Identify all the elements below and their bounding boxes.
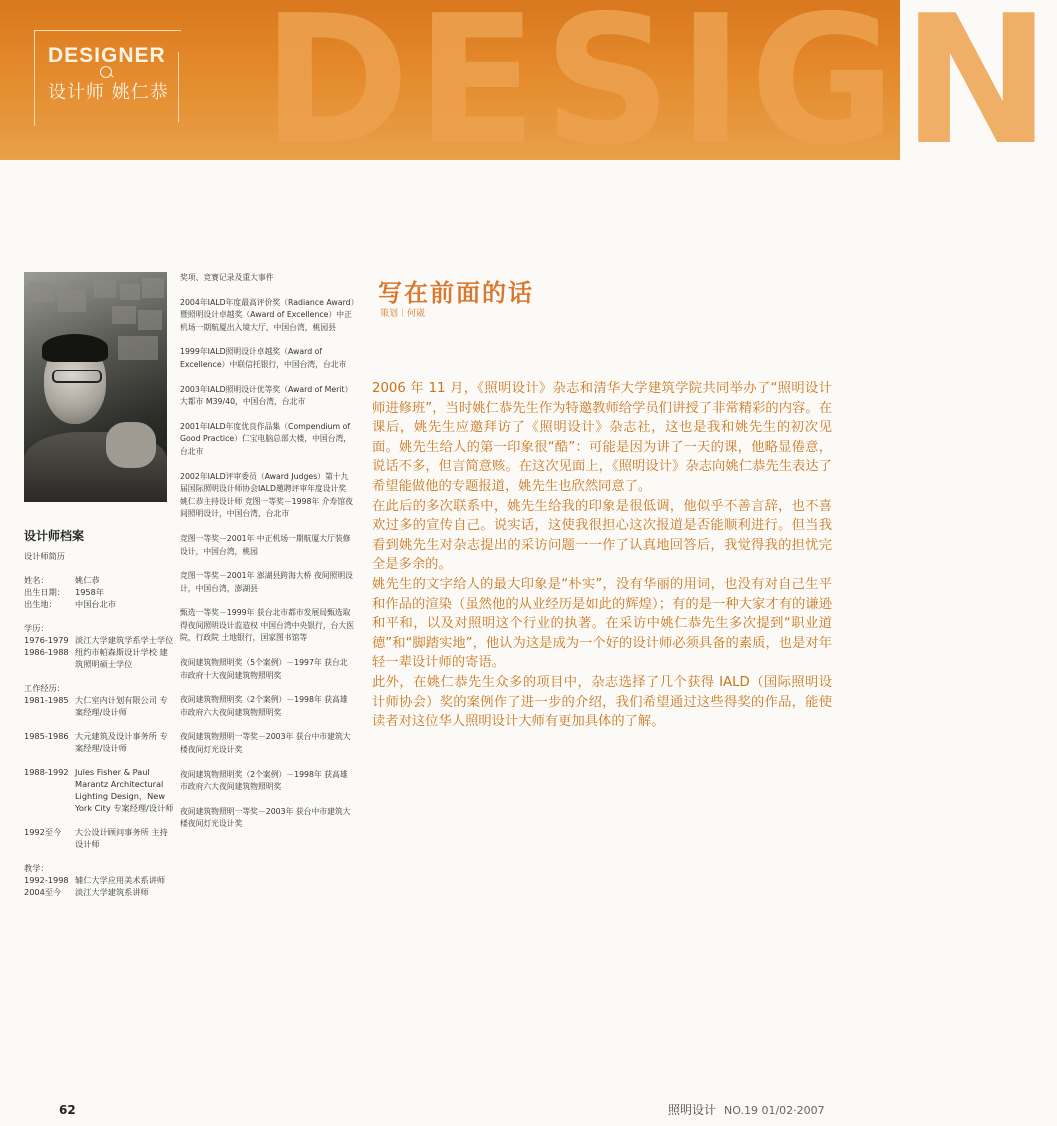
awards-heading: 奖项、竞赛记录及重大事件 <box>180 273 274 282</box>
article-paragraph: 姚先生的文字给人的最大印象是“朴实”，没有华丽的用词，也没有对自己生平和作品的渲染（虽然他的从业经历是如此的辉煌）；有的是一种大家才有的谦逊和平和，以及对照明这个行业的执著。在采访中姚仁恭先生多次提到“职业道德”和“脚踏实地”，他认为这是成为一个好的设计师必须具备的素质，也是对年轻一辈设计师的寄语。 <box>372 576 832 671</box>
article-title: 写在前面的话 <box>378 279 534 307</box>
award-item: 2004年IALD年度最高评价奖（Radiance Award）暨照明设计卓越奖（Award of Excellence）中正机场一期航厦出入境大厅，中国台湾，桃园县 <box>180 297 355 332</box>
teach-row: 1992-1998 辅仁大学应用美术系讲师 <box>24 875 166 885</box>
designer-profile <box>24 530 174 898</box>
footer <box>668 1101 825 1118</box>
award-item: 2001年IALD年度优良作品集（Compendium of Good Practice）仁宝电脑总部大楼，中国台湾，台北市 <box>180 421 352 456</box>
award-item: 夜间建筑物照明奖（2个案例）－1998年 获高雄市政府六大夜间建筑物照明奖 <box>180 769 348 792</box>
article-paragraph: 此外，在姚仁恭先生众多的项目中，杂志选择了几个获得 IALD（国际照明设计师协会）奖的案例作了进一步的介绍，我们希望通过这些得奖的作品，能使读者对这位华人照明设计大师有更加具体的了解。 <box>372 674 832 730</box>
designer-label: DESIGNER <box>48 44 166 67</box>
work-row: 1981-1985 大仁室内计划有限公司 专案经理/设计师 <box>24 695 168 717</box>
teach-label: 教学： <box>24 863 49 873</box>
profile-heading: 设计师档案 <box>24 529 85 543</box>
education-label: 学历： <box>24 623 49 633</box>
teach-row: 2004至今 淡江大学建筑系讲师 <box>24 887 149 897</box>
award-item: 竞图一等奖－2001年 澎湖县跨海大桥 夜间照明设计，中国台湾，澎湖县 <box>180 571 353 593</box>
article-paragraph: 2006 年 11 月，《照明设计》杂志和清华大学建筑学院共同举办了“照明设计师进修班”，当时姚仁恭先生作为特邀教师给学员们讲授了非常精彩的内容。在课后，姚先生应邀拜访了《照明设计》杂志社，这也是我和姚先生的初次见面。姚先生给人的第一印象很“酷”：可能是因为讲了一天的课，他略显倦意，说话不多，但言简意赅。在这次见面上，《照明设计》杂志向姚仁恭先生表达了希望能做他的专题报道，姚先生也欣然同意了。 <box>372 381 832 494</box>
work-row: 1985-1986 大元建筑及设计事务所 专案经理/设计师 <box>24 731 168 753</box>
designer-name-title: 设计师 姚仁恭 <box>48 82 169 103</box>
header-banner <box>0 0 1057 184</box>
education-row: 1986-1988 纽约市帕森斯设计学校 建筑照明硕士学位 <box>24 647 168 669</box>
profile-row: 出生地： 中国台北市 <box>24 599 116 609</box>
award-item: 2002年IALD评审委员（Award Judges）第十九届国际照明设计师协会IALD邀聘评审年度设计奖 姚仁恭主持设计师 竞图一等奖－1998年 介寿馆夜间照明设计，中国台湾，台北市 <box>180 471 353 519</box>
title-frame-right <box>178 52 179 122</box>
profile-row: 出生日期： 1958年 <box>24 587 105 597</box>
work-label: 工作经历： <box>24 683 65 693</box>
awards-list <box>180 272 355 843</box>
magazine-name: 照明设计 <box>668 1103 717 1117</box>
page-number: 62 <box>59 1103 76 1117</box>
award-item: 2003年IALD照明设计优等奖（Award of Merit）大都市 M39/40，中国台湾，台北市 <box>180 384 353 407</box>
work-row: 1992至今 大公设计顾问事务所 主持设计师 <box>24 827 168 849</box>
award-item: 夜间建筑物照明奖（5个案例）－1997年 获台北市政府十大夜间建筑物照明奖 <box>180 658 348 680</box>
award-item: 夜间建筑物照明一等奖－2003年 获台中市建筑大楼夜间灯光设计奖 <box>180 806 351 829</box>
magnifier-icon <box>100 66 112 78</box>
award-item: 竞图一等奖－2001年 中正机场一期航厦大厅装修设计，中国台湾，桃园 <box>180 533 351 556</box>
profile-row: 姓名： 姚仁恭 <box>24 575 100 585</box>
award-item: 夜间建筑物照明奖（2个案例）－1998年 获高雄市政府六大夜间建筑物照明奖 <box>180 695 348 717</box>
issue-info: NO.19 01/02·2007 <box>724 1104 825 1117</box>
work-row: 1988-1992 Jules Fisher & Paul Marantz Architectural Lighting Design，New York City 专案经理/设计师 <box>24 767 174 813</box>
article-body <box>372 379 832 732</box>
background-wordmark: DESIGN <box>262 0 1057 184</box>
designer-portrait <box>24 272 167 495</box>
award-item: 夜间建筑物照明一等奖－2003年 获台中市建筑大楼夜间灯光设计奖 <box>180 732 351 755</box>
article-paragraph: 在此后的多次联系中，姚先生给我的印象是很低调，他似乎不善言辞，也不喜欢过多的宣传自己。说实话，这使我很担心这次报道是否能顺利进行。但当我看到姚先生对杂志提出的采访问题一一作了认真地回答后，我觉得我的担忧完全是多余的。 <box>372 498 832 573</box>
article-byline: 策划｜何崴 <box>380 309 426 319</box>
profile-sub: 设计师简历 <box>24 551 65 561</box>
award-item: 1999年IALD照明设计卓越奖（Award of Excellence）中联信托银行，中国台湾，台北市 <box>180 347 347 369</box>
award-item: 甄选一等奖－1999年 获台北市都市发展局甄选取得夜间照明设计监造权 中国台湾中央银行，台大医院，行政院 土地银行，国家图书馆等 <box>180 608 355 643</box>
education-row: 1976-1979 淡江大学建筑学系学士学位 <box>24 635 174 645</box>
